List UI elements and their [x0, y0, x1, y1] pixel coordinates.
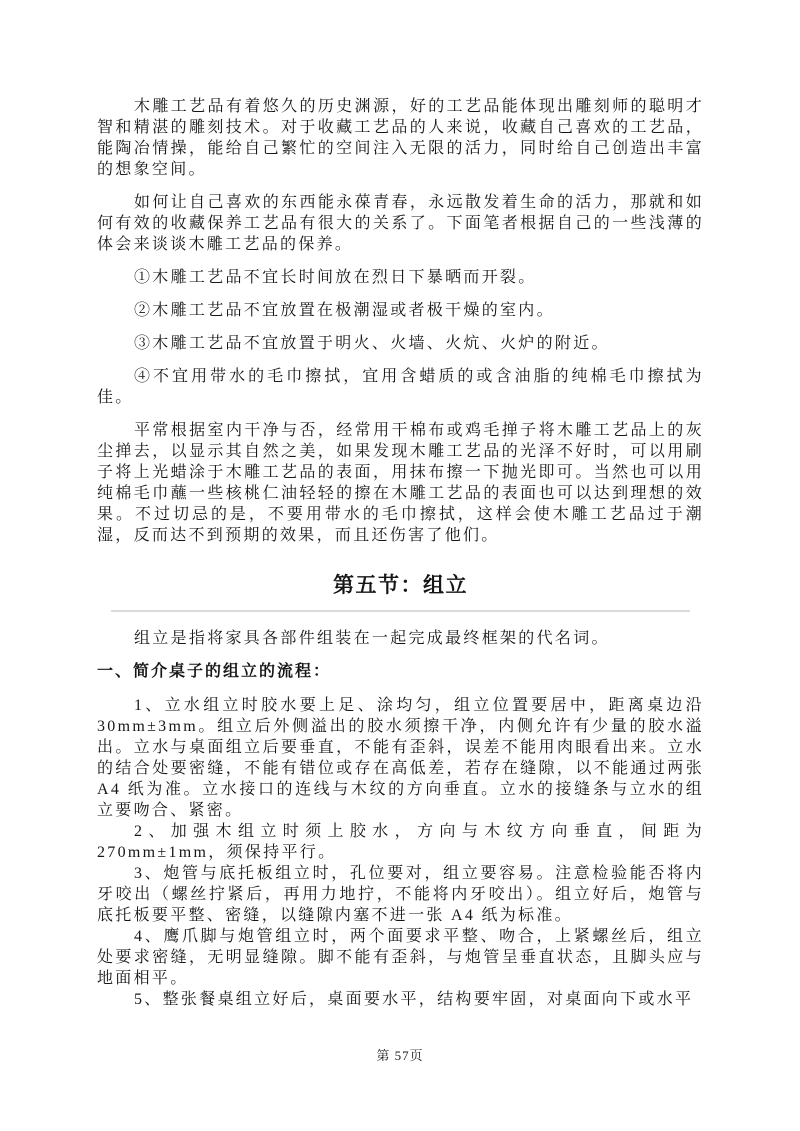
paragraph-preservation-intro: 如何让自己喜欢的东西能永葆青春，永远散发着生命的活力，那就和如何有效的收藏保养工艺品有很大的关系了。下面笔者根据自己的一些浅薄的体会来谈谈木雕工艺品的保养。 [97, 194, 704, 253]
document-content [97, 96, 704, 1010]
assembly-step-2: 2、加强木组立时须上胶水，方向与木纹方向垂直，间距为 270mm±1mm，须保持平行。 [97, 823, 704, 861]
heading-divider [111, 610, 690, 612]
care-item-4: ④不宜用带水的毛巾擦拭，宜用含蜡质的或含油脂的纯棉毛巾擦拭为佳。 [97, 368, 704, 406]
care-item-2: ②木雕工艺品不宜放置在极潮湿或者极干燥的室内。 [134, 302, 555, 319]
paragraph-assembly-definition: 组立是指将家具各部件组装在一起完成最终框架的代名词。 [134, 630, 610, 647]
assembly-step-3: 3、炮管与底托板组立时，孔位要对，组立要容易。注意检验能否将内牙咬出（螺丝拧紧后，再用力地拧，不能将内牙咬出）。组立好后，炮管与底托板要平整、密缝，以缝隙内塞不进一张 A4 纸为标准。 [97, 865, 704, 924]
section-heading: 第五节：组立 [333, 573, 468, 597]
assembly-step-4: 4、鹰爪脚与炮管组立时，两个面要求平整、吻合，上紧螺丝后，组立处要求密缝，无明显缝隙。脚不能有歪斜，与炮管呈垂直状态，且脚头应与地面相平。 [97, 928, 704, 987]
paragraph-daily-care: 平常根据室内干净与否，经常用干棉布或鸡毛掸子将木雕工艺品上的灰尘掸去，以显示其自然之美，如果发现木雕工艺品的光泽不好时，可以用刷子将上光蜡涂于木雕工艺品的表面，用抹布擦一下抛光即可。当然也可以用纯棉毛巾蘸一些核桃仁油轻轻的擦在木雕工艺品的表面也可以达到理想的效果。不过切忌的是，不要用带水的毛巾擦拭，这样会使木雕工艺品过于潮湿，反而达不到预期的效果，而且还伤害了他们。 [97, 422, 704, 544]
assembly-step-1: 1、立水组立时胶水要上足、涂均匀，组立位置要居中，距离桌边沿30mm±3mm。组立后外侧溢出的胶水须擦干净，内侧允许有少量的胶水溢出。立水与桌面组立后要垂直，不能有歪斜，误差不能用肉眼看出来。立水的结合处要密缝，不能有错位或存在高低差，若存在缝隙，以不能通过两张A4 纸为准。立水接口的连线与木纹的方向垂直。立水的接缝条与立水的组立要吻合、紧密。 [97, 697, 704, 819]
care-item-3: ③木雕工艺品不宜放置于明火、火墙、火炕、火炉的附近。 [134, 335, 610, 352]
paragraph-woodcarving-history: 木雕工艺品有着悠久的历史渊源，好的工艺品能体现出雕刻师的聪明才智和精湛的雕刻技术。对于收藏工艺品的人来说，收藏自己喜欢的工艺品，能陶冶情操，能给自己繁忙的空间注入无限的活力，同时给自己创造出丰富的想象空间。 [97, 98, 704, 178]
page-number: 第 57页 [376, 1048, 424, 1063]
page-footer [0, 1045, 800, 1064]
subsection-heading: 一、简介桌子的组立的流程： [97, 663, 332, 680]
care-item-1: ①木雕工艺品不宜长时间放在烈日下暴晒而开裂。 [134, 269, 537, 286]
assembly-step-5: 5、整张餐桌组立好后，桌面要水平，结构要牢固，对桌面向下或水平 [134, 991, 694, 1008]
